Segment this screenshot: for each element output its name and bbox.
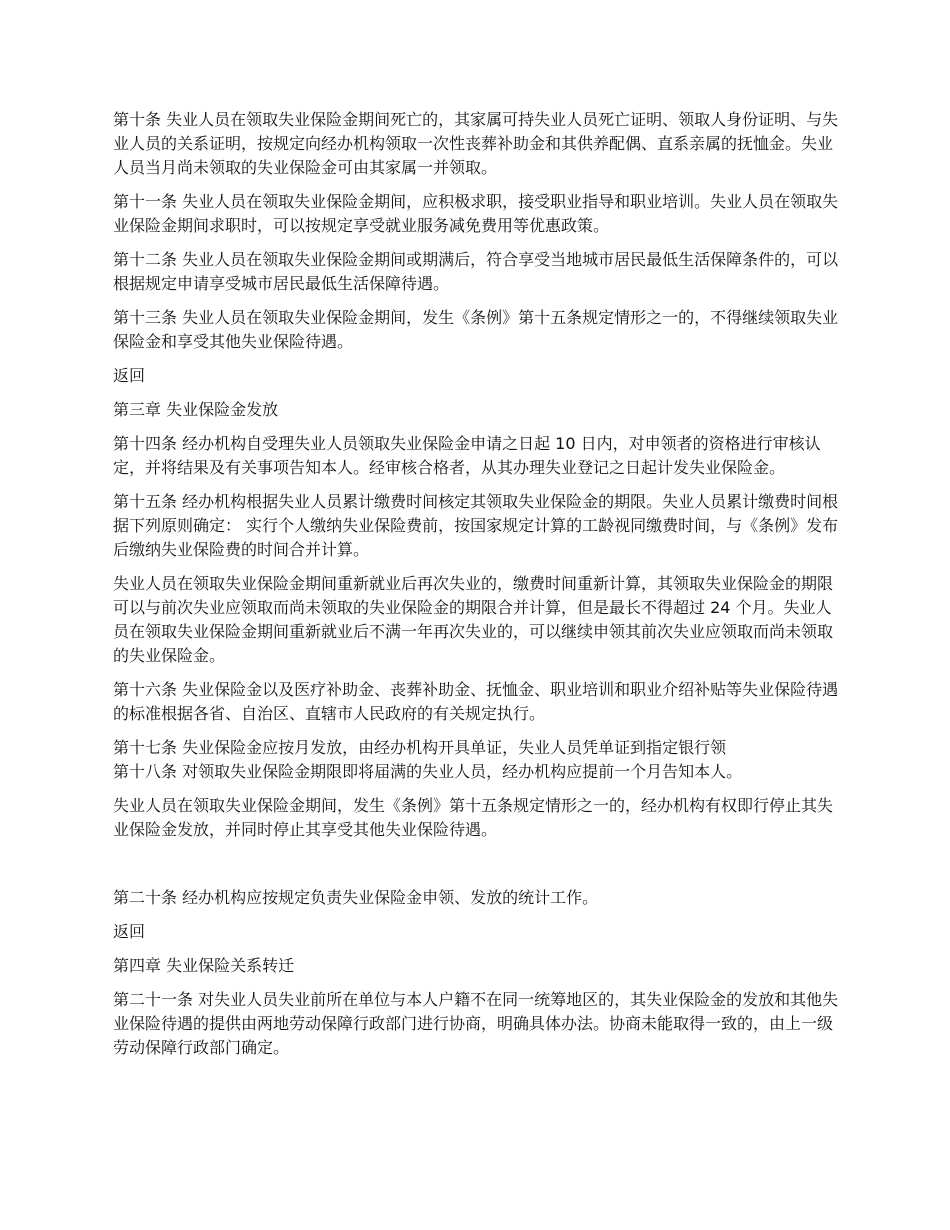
chapter-4-heading: 第四章 失业保险关系转迁 bbox=[113, 956, 295, 975]
article-12: 第十二条 失业人员在领取失业保险金期间或期满后，符合享受当地城市居民最低生活保障条件的，可以根据规定申请享受城市居民最低生活保障待遇。 bbox=[113, 250, 839, 293]
back-link-1[interactable]: 返回 bbox=[113, 366, 146, 385]
article-20: 第二十条 经办机构应按规定负责失业保险金申领、发放的统计工作。 bbox=[113, 888, 599, 907]
article-17: 第十七条 失业保险金应按月发放，由经办机构开具单证，失业人员凭单证到指定银行领 bbox=[113, 738, 727, 757]
article-18: 第十八条 对领取失业保险金期限即将届满的失业人员，经办机构应提前一个月告知本人。 bbox=[113, 762, 743, 781]
article-15: 第十五条 经办机构根据失业人员累计缴费时间核定其领取失业保险金的期限。失业人员累计缴费时间根据下列原则确定： 实行个人缴纳失业保险费前，按国家规定计算的工龄视同缴费时间，与《条例》发布后缴纳失业保险费的时间合并计算。 bbox=[113, 492, 839, 559]
article-16: 第十六条 失业保险金以及医疗补助金、丧葬补助金、抚恤金、职业培训和职业介绍补贴等失业保险待遇的标准根据各省、自治区、直辖市人民政府的有关规定执行。 bbox=[113, 680, 839, 723]
article-10: 第十条 失业人员在领取失业保险金期间死亡的，其家属可持失业人员死亡证明、领取人身份证明、与失业人员的关系证明，按规定向经办机构领取一次性丧葬补助金和其供养配偶、直系亲属的抚恤金。失业人员当月尚未领取的失业保险金可由其家属一并领取。 bbox=[113, 110, 839, 177]
article-18-continued: 失业人员在领取失业保险金期间，发生《条例》第十五条规定情形之一的，经办机构有权即行停止其失业保险金发放，并同时停止其享受其他失业保险待遇。 bbox=[113, 796, 834, 839]
chapter-3-heading: 第三章 失业保险金发放 bbox=[113, 400, 279, 419]
article-15-continued: 失业人员在领取失业保险金期间重新就业后再次失业的，缴费时间重新计算，其领取失业保险金的期限可以与前次失业应领取而尚未领取的失业保险金的期限合并计算，但是最长不得超过 24 个月。失业人员在领取失业保险金期间重新就业后不满一年再次失业的，可以继续申领其前次失业应领取而尚未领取的失业保险金。 bbox=[113, 574, 834, 665]
back-link-2[interactable]: 返回 bbox=[113, 922, 146, 941]
article-13: 第十三条 失业人员在领取失业保险金期间，发生《条例》第十五条规定情形之一的，不得继续领取失业保险金和享受其他失业保险待遇。 bbox=[113, 308, 839, 351]
article-14: 第十四条 经办机构自受理失业人员领取失业保险金申请之日起 10 日内，对申领者的资格进行审核认定，并将结果及有关事项告知本人。经审核合格者，从其办理失业登记之日起计发失业保险金。 bbox=[113, 434, 821, 477]
article-11: 第十一条 失业人员在领取失业保险金期间，应积极求职，接受职业指导和职业培训。失业人员在领取失业保险金期间求职时，可以按规定享受就业服务减免费用等优惠政策。 bbox=[113, 192, 839, 235]
document-body bbox=[113, 108, 843, 1070]
article-21: 第二十一条 对失业人员失业前所在单位与本人户籍不在同一统筹地区的，其失业保险金的发放和其他失业保险待遇的提供由两地劳动保障行政部门进行协商，明确具体办法。协商未能取得一致的，由上一级劳动保障行政部门确定。 bbox=[113, 990, 839, 1057]
blank-space bbox=[113, 852, 843, 886]
